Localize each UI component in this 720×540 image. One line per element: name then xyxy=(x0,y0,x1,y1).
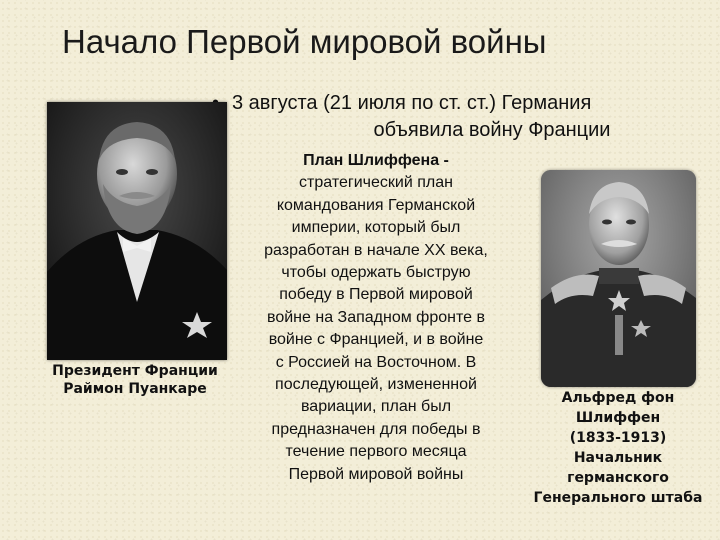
slide-title: Начало Первой мировой войны xyxy=(62,23,547,60)
plan-line: стратегический план xyxy=(299,174,453,192)
portrait-schlieffen xyxy=(541,170,696,387)
caption-schlieffen-line: Начальник xyxy=(573,450,663,466)
bullet-line-2: объявила войну Франции xyxy=(373,119,611,141)
plan-line: разработан в начале XX века, xyxy=(264,241,488,259)
caption-poincare-line-1: Президент Франции xyxy=(52,363,218,379)
plan-line: вариации, план был xyxy=(300,398,452,416)
plan-line: предназначен для победы в xyxy=(271,420,481,438)
caption-schlieffen-line: германского xyxy=(567,470,669,486)
bullet-point xyxy=(212,90,712,144)
portrait-poincare xyxy=(47,102,227,360)
schlieffen-plan-text xyxy=(226,150,526,486)
plan-line: с Россией на Восточном. В xyxy=(275,353,477,371)
caption-poincare xyxy=(42,362,228,398)
caption-schlieffen-line: Альфред фон xyxy=(561,390,675,406)
plan-line: войне с Францией, и в войне xyxy=(268,331,484,349)
plan-line: чтобы одержать быструю xyxy=(281,264,471,282)
plan-line: войне на Западном фронте в xyxy=(267,308,485,326)
plan-line: последующей, измененной xyxy=(275,376,477,394)
plan-line: командования Германской xyxy=(276,196,476,214)
caption-schlieffen-line: (1833-1913) xyxy=(569,430,667,446)
plan-line: Первой мировой войны xyxy=(288,465,464,483)
plan-line: империи, который был xyxy=(291,219,461,237)
caption-schlieffen-line: Генерального штаба xyxy=(533,490,703,506)
caption-poincare-line-2: Раймон Пуанкаре xyxy=(63,381,207,397)
caption-schlieffen xyxy=(516,388,720,508)
caption-schlieffen-line: Шлиффен xyxy=(575,410,661,426)
plan-title: План Шлиффена - xyxy=(303,152,449,169)
plan-line: течение первого месяца xyxy=(285,443,467,461)
bullet-line-1: 3 августа (21 июля по ст. ст.) Германия xyxy=(232,92,592,114)
plan-line: победу в Первой мировой xyxy=(279,286,473,304)
